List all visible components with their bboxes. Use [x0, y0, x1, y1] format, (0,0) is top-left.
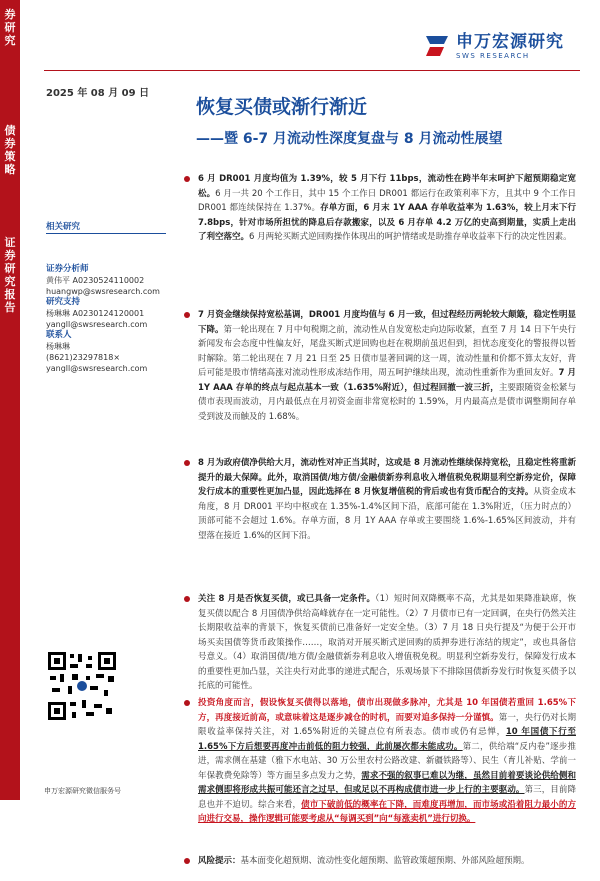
header-divider — [44, 70, 580, 71]
summary-paragraph-investment-view: 投资角度而言，假设恢复买债得以落地，债市出现做多脉冲，尤其是 10 年国债若重回 1.65%下方，再度接近前高，或意味着这是逐步减仓的时机，而要对追多保持一分谨慎。第一，央行仍对长期限收益率保持关注，对 1.65%附近的关键点位有所表态。债市或仍有忌惮，10 年国债下行至 1.65%下方后想要再度冲击前低的阻力较强，此前屡次都未能成功。第二，供给端“反内卷”逐步推进，需求侧在基建（雅下水电站、30 万公里农村公路改建、新疆铁路等）、民生（育儿补贴、学前一年保教费免除等）等方面呈多点发力之势，需求不强的叙事已难以为继，虽然目前着要谈论供给侧和需求侧即将形成共振可能还言之过早，但或足以不再构成债市进一步上行的主要驱动。第三，目前降息也并不迫切。综合来看，债市下破前低的概率在下降，而难度再增加，而市场或沿着阻力最小的方向进行交易，操作逻辑可能要考虑从“每调买到”向“每涨卖机”进行切换。 — [198, 696, 576, 842]
strip-label-top: 券研究 — [4, 8, 16, 47]
summary-paragraph-bond-buying: 关注 8 月是否恢复买债，或已具备一定条件。（1）短时间双降概率不高，尤其是如果降准缺席，恢复买债以配合 8 月国债净供给高峰就存在一定可能性。（2）7 月债市已有一定回调，在央行仍然关注长期限收益率的背景下，恢复买债前已准备好一定安全垫。（3）7 月 18 日央行提及“为便于公开市场买卖国债等货币政策操作……，取消对开展买断式逆回购的质押券进行冻结的规定”，或也具备信号意义。（4）取消国债/地方债/金融债新券利息收入增值税免税。明显利空新券发行，保障发行成本的重要性更加凸显，关注央行对此事的递进式配合，乐观场景下不排除国债新券发行时恢复买债予以托底的可能性。 — [198, 592, 576, 684]
strip-label-report: 证券研究报告 — [4, 236, 16, 314]
summary-paragraph-july: 7 月资金继续保持宽松基调，DR001 月度均值与 6 月一致，但过程经历两轮较大颠簸，稳定性明显下降。第一轮出现在 7 月中旬税期之前，流动性从自发宽松走向边际收紧，直至 7 月 14 日下午央行新闻发布会态度中性偏友好，尾盘买断式逆回购也赶在税期前虽迟但到，担忧态度变化的警报得以暂时解除。第二轮出现在 7 月 21 日至 25 日债市显著回调的这一周，流动性量和价都不算太友好，背后可能是股市情绪高涨对流动性形成冻结作用，周五呵护继续出现，流动性重新作为重回友好。7 月 1Y AAA 存单的终点与起点基本一致（1.635%附近），但过程回撤一波三折，主要跟随资金松紧与债市表现而波动，月内最低点在月初资金面非常宽松时的 1.59%，月内最高点是债市调整期间存单受到波及而触及的 1.68%。 — [198, 308, 576, 444]
logo-text-cn: 申万宏源研究 — [456, 31, 564, 52]
bullet-icon — [184, 858, 190, 864]
risk-label: 风险提示： — [198, 856, 241, 866]
report-date: 2025 年 08 月 09 日 — [46, 88, 150, 99]
logo-text-en: SWS RESEARCH — [456, 51, 530, 60]
analyst-2-name: 杨琳琳 A0230124120001 — [46, 309, 145, 318]
analyst-1-email[interactable]: huangwp@swsresearch.com — [46, 287, 160, 296]
sws-logo — [422, 32, 564, 60]
left-category-strip — [0, 0, 20, 800]
qr-caption: 申万宏源研究微信服务号 — [44, 787, 121, 795]
contact-label: 联系人 — [46, 330, 72, 340]
sws-logo-icon — [422, 32, 452, 60]
report-title: 恢复买债或渐行渐近 — [196, 96, 368, 118]
contact-name: 杨琳琳 — [46, 342, 70, 351]
related-research-label: 相关研究 — [46, 222, 81, 232]
bullet-icon — [184, 596, 190, 602]
risk-text: 基本面变化超预期、流动性变化超预期、监管政策超预期、外部风险超预期。 — [240, 856, 530, 866]
related-research — [46, 222, 166, 237]
analyst-1-name: 黄伟平 A0230524110002 — [46, 276, 145, 285]
contact-phone: (8621)23297818× — [46, 353, 121, 362]
analyst-label: 证券分析师 — [46, 264, 89, 274]
bullet-icon — [184, 700, 190, 706]
bullet-icon — [184, 312, 190, 318]
wechat-qr-code — [46, 650, 118, 722]
strip-label-strategy: 债券策略 — [4, 124, 16, 176]
risk-warning — [198, 854, 576, 869]
bullet-icon — [184, 176, 190, 182]
summary-paragraph-august-outlook: 8 月为政府债净供给大月，流动性对冲正当其时，这或是 8 月流动性继续保持宽松，且稳定性将重新提升的最大保障。此外，取消国债/地方债/金融债新券利息收入增值税免税期显利空新券定价，保障发行成本的重要性更加凸显，因此选择在 8 月恢复增值税的背后或也有货币配合的支持。从资金成本角度，8 月 DR001 平均中枢或在 1.35%-1.4%区间下沿，底部可能在 1.3%附近，（压力时点的）顶部可能不会超过 1.6%。存单方面，8 月 1Y AAA 存单或主要围绕 1.6%-1.65%区间波动，并有望落在接近 1.6%的区间下沿。 — [198, 456, 576, 580]
analyst-block — [46, 264, 166, 374]
contact-email[interactable]: yangll@swsresearch.com — [46, 364, 148, 373]
report-summary — [198, 172, 576, 881]
analyst-2-email[interactable]: yangll@swsresearch.com — [46, 320, 148, 329]
summary-paragraph-june: 6 月 DR001 月度均值为 1.39%，较 5 月下行 11bps，流动性在跨半年末呵护下超预期稳定宽松。6 月一共 20 个工作日，其中 15 个工作日 DR001 都运行在政策利率下方，且其中 9 个工作日 DR001 都连续保持在 1.37%。存单方面，6 月末 1Y AAA 存单收益率为 1.63%，较上月末下行 7.8bps，针对市场所担忧的降息后存款搬家，以及 6 月存单 4.2 万亿的史高到期量，实质上走出了利空落空。6 月两轮买断式逆回购操作体现出的呵护情绪或是助推存单收益率下行的决定性因素。 — [198, 172, 576, 296]
bullet-icon — [184, 460, 190, 466]
report-subtitle: ——暨 6-7 月流动性深度复盘与 8 月流动性展望 — [196, 131, 503, 147]
support-label: 研究支持 — [46, 297, 81, 307]
